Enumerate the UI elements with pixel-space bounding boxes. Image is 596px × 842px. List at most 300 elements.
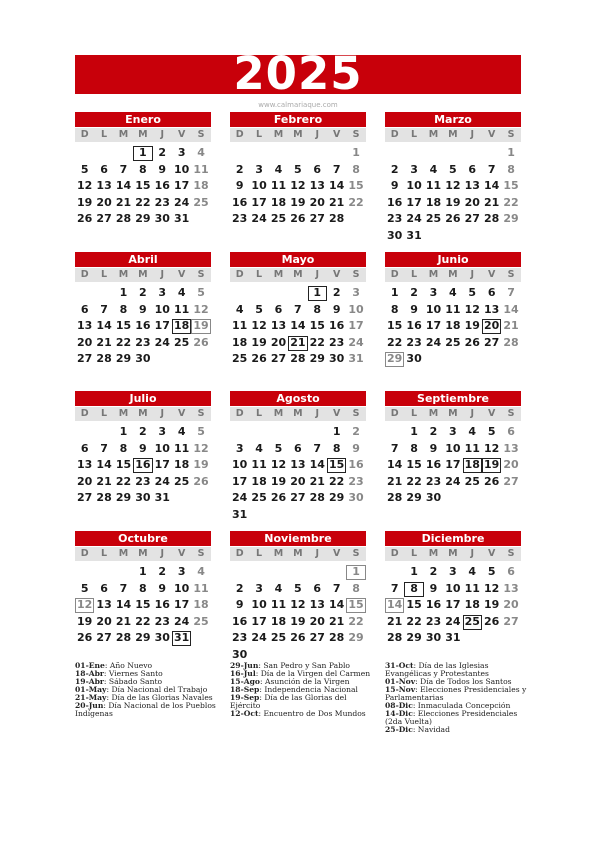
- day-cell: 25: [251, 491, 267, 504]
- day-cell: 30: [406, 352, 422, 365]
- day-cell: 29: [309, 352, 325, 365]
- day-cell: 15: [503, 179, 519, 192]
- weekday-label: M: [448, 269, 458, 280]
- day-cell: 2: [158, 146, 167, 159]
- weekday-header-row: [75, 268, 211, 282]
- day-cell: 28: [115, 212, 132, 225]
- day-cell: 20: [290, 474, 306, 488]
- weekday-label: V: [177, 269, 186, 280]
- day-cell: 16: [406, 319, 422, 332]
- day-cell: 16: [425, 458, 442, 471]
- weekday-label: L: [101, 129, 108, 140]
- day-cell: 23: [154, 614, 170, 628]
- weekday-label: M: [448, 408, 458, 419]
- day-cell: 14: [385, 598, 404, 613]
- day-cell: 5: [294, 162, 302, 176]
- day-cell: 18: [425, 195, 442, 209]
- holiday-date: 01-May: [75, 685, 107, 694]
- day-cell: 27: [77, 352, 93, 365]
- day-cell: 30: [154, 212, 170, 225]
- day-cell: 20: [503, 598, 519, 611]
- month-title: Mayo: [230, 252, 366, 267]
- weekday-label: M: [273, 548, 284, 559]
- day-cell: 12: [270, 458, 287, 471]
- day-cell: 4: [197, 146, 205, 159]
- day-cell: 14: [115, 179, 132, 192]
- day-cell: 31: [173, 212, 190, 225]
- day-cell: 29: [115, 352, 132, 365]
- weekday-label: J: [160, 129, 165, 140]
- holiday-date: 18-Abr: [75, 669, 104, 678]
- day-cell: 25: [232, 352, 248, 365]
- day-grid: [75, 286, 211, 369]
- day-cell: 26: [77, 631, 93, 644]
- holiday-column-1: [75, 662, 225, 718]
- day-cell: 9: [410, 302, 418, 316]
- weekday-label: M: [273, 269, 284, 280]
- day-grid: [75, 146, 211, 229]
- day-cell: 26: [77, 212, 93, 225]
- weekday-header-row: [230, 268, 366, 282]
- day-cell: 20: [96, 614, 112, 628]
- day-cell: 26: [251, 352, 267, 365]
- day-cell: 31: [406, 228, 422, 242]
- day-cell: 12: [445, 179, 461, 192]
- day-cell: 2: [235, 581, 244, 595]
- day-cell: 14: [483, 179, 500, 192]
- day-cell: 13: [96, 598, 112, 611]
- day-cell: 6: [313, 581, 322, 595]
- day-cell: 27: [503, 614, 519, 628]
- day-cell: 23: [135, 474, 151, 488]
- day-cell: 16: [133, 458, 152, 473]
- day-cell: 2: [139, 286, 147, 299]
- day-cell: 13: [290, 458, 306, 471]
- day-cell: 22: [503, 195, 519, 209]
- weekday-label: M: [428, 548, 439, 559]
- weekday-label: D: [390, 129, 399, 140]
- day-cell: 22: [115, 335, 132, 349]
- day-cell: 19: [77, 614, 93, 628]
- weekday-label: M: [118, 129, 129, 140]
- day-grid: [230, 565, 366, 664]
- day-cell: 23: [406, 335, 422, 349]
- holiday-name: : Día de la Virgen del Carmen: [255, 669, 371, 678]
- day-cell: 28: [96, 491, 112, 504]
- day-cell: 24: [154, 335, 170, 349]
- day-cell: 7: [100, 302, 108, 316]
- day-cell: 10: [251, 598, 267, 611]
- day-cell: 15: [406, 598, 422, 611]
- day-cell: 4: [468, 565, 477, 578]
- day-cell: 7: [100, 441, 108, 455]
- day-cell: 20: [482, 319, 501, 334]
- weekday-label: J: [315, 129, 320, 140]
- day-cell: 3: [158, 425, 167, 438]
- day-cell: 31: [348, 352, 364, 365]
- day-cell: 21: [387, 474, 403, 488]
- day-cell: 12: [77, 179, 93, 192]
- weekday-label: M: [428, 129, 439, 140]
- weekday-label: V: [487, 408, 496, 419]
- day-cell: 21: [96, 335, 112, 349]
- day-cell: 6: [313, 162, 322, 176]
- day-cell: 30: [387, 228, 403, 242]
- day-cell: 23: [425, 474, 442, 488]
- day-cell: 27: [309, 631, 325, 644]
- weekday-label: D: [235, 548, 244, 559]
- day-cell: 24: [445, 474, 461, 488]
- day-cell: 12: [483, 441, 500, 455]
- day-cell: 19: [193, 458, 209, 471]
- day-cell: 23: [154, 195, 170, 209]
- weekday-header-row: [385, 407, 521, 421]
- day-cell: 5: [468, 286, 477, 299]
- holiday-name: : Día Nacional de los Pueblos Indígenas: [75, 701, 216, 718]
- day-cell: 16: [387, 195, 403, 209]
- day-cell: 11: [270, 598, 287, 611]
- day-grid: [385, 565, 521, 648]
- holiday-date: 25-Dic: [385, 725, 413, 734]
- day-cell: 24: [232, 491, 248, 504]
- day-cell: 22: [309, 335, 325, 349]
- day-cell: 17: [425, 319, 442, 332]
- day-cell: 20: [464, 195, 480, 209]
- weekday-label: S: [352, 129, 360, 140]
- weekday-label: M: [293, 548, 303, 559]
- day-cell: 26: [464, 335, 480, 349]
- holiday-item: [385, 710, 533, 726]
- weekday-header-row: [385, 268, 521, 282]
- day-cell: 17: [348, 319, 364, 332]
- weekday-label: L: [101, 408, 108, 419]
- weekday-label: D: [80, 129, 89, 140]
- day-cell: 1: [507, 146, 515, 159]
- holiday-name: : Elecciones Presidenciales (2da Vuelta): [385, 709, 518, 726]
- day-cell: 25: [464, 474, 480, 488]
- day-cell: 26: [193, 335, 209, 349]
- day-cell: 14: [115, 598, 132, 611]
- day-cell: 28: [290, 352, 306, 365]
- day-cell: 4: [235, 302, 244, 316]
- day-cell: 17: [173, 598, 190, 611]
- weekday-label: D: [235, 129, 244, 140]
- holiday-date: 18-Sep: [230, 685, 260, 694]
- day-cell: 31: [172, 631, 191, 646]
- weekday-label: V: [332, 408, 341, 419]
- day-cell: 7: [119, 581, 128, 595]
- day-cell: 1: [410, 565, 418, 578]
- holiday-name: : Día de Todos los Santos: [415, 677, 512, 686]
- month-junio: [385, 252, 521, 369]
- day-cell: 8: [390, 302, 399, 316]
- day-cell: 6: [487, 286, 496, 299]
- day-grid: [230, 425, 366, 524]
- day-cell: 2: [139, 425, 147, 438]
- day-cell: 10: [425, 302, 442, 316]
- day-cell: 21: [288, 336, 307, 351]
- day-cell: 28: [483, 212, 500, 225]
- holiday-item: [385, 726, 533, 734]
- day-cell: 17: [251, 195, 267, 209]
- day-cell: 14: [328, 179, 345, 192]
- weekday-label: S: [352, 269, 360, 280]
- month-agosto: [230, 391, 366, 524]
- day-cell: 5: [197, 286, 205, 299]
- day-cell: 20: [270, 335, 287, 349]
- weekday-header-row: [385, 547, 521, 561]
- day-cell: 25: [270, 212, 287, 225]
- day-cell: 1: [119, 286, 128, 299]
- day-cell: 22: [328, 474, 345, 488]
- weekday-label: M: [293, 408, 303, 419]
- weekday-label: D: [235, 269, 244, 280]
- day-cell: 25: [193, 614, 209, 628]
- month-abril: [75, 252, 211, 369]
- day-cell: 16: [348, 458, 364, 471]
- day-cell: 24: [154, 474, 170, 488]
- weekday-label: S: [507, 269, 515, 280]
- day-cell: 1: [352, 146, 360, 159]
- day-cell: 18: [463, 458, 482, 473]
- day-grid: [385, 146, 521, 245]
- day-cell: 2: [429, 425, 438, 438]
- day-cell: 7: [332, 581, 341, 595]
- day-cell: 17: [406, 195, 422, 209]
- day-cell: 7: [313, 441, 322, 455]
- weekday-label: S: [507, 129, 515, 140]
- weekday-label: V: [487, 548, 496, 559]
- day-cell: 31: [232, 507, 248, 521]
- day-cell: 8: [139, 581, 147, 595]
- weekday-label: L: [411, 269, 418, 280]
- weekday-label: L: [256, 408, 263, 419]
- holiday-name: : Elecciones Presidenciales y Parlamentarias: [385, 685, 527, 702]
- day-cell: 26: [270, 491, 287, 504]
- day-cell: 8: [410, 441, 418, 455]
- day-cell: 3: [429, 286, 438, 299]
- day-cell: 4: [429, 162, 438, 176]
- day-cell: 29: [348, 631, 364, 644]
- weekday-header-row: [230, 407, 366, 421]
- weekday-label: L: [256, 129, 263, 140]
- holiday-date: 01-Nov: [385, 677, 416, 686]
- day-cell: 26: [483, 614, 500, 628]
- month-title: Febrero: [230, 112, 366, 127]
- day-cell: 12: [75, 598, 94, 613]
- day-cell: 22: [387, 335, 403, 349]
- holiday-name: : Viernes Santo: [103, 669, 163, 678]
- weekday-label: S: [197, 129, 205, 140]
- day-cell: 10: [173, 162, 190, 176]
- holiday-column-2: [230, 662, 378, 718]
- day-cell: 20: [96, 195, 112, 209]
- day-cell: 27: [309, 212, 325, 225]
- weekday-label: M: [138, 548, 148, 559]
- weekday-label: M: [273, 129, 284, 140]
- day-cell: 2: [332, 286, 341, 299]
- day-cell: 2: [158, 565, 167, 578]
- day-cell: 1: [410, 425, 418, 438]
- holiday-date: 29-Jun: [230, 661, 259, 670]
- day-cell: 5: [449, 162, 457, 176]
- day-cell: 27: [290, 491, 306, 504]
- holiday-name: : Inmaculada Concepción: [412, 701, 511, 710]
- month-title: Octubre: [75, 531, 211, 546]
- day-cell: 23: [328, 335, 345, 349]
- day-cell: 6: [100, 162, 108, 176]
- month-diciembre: [385, 531, 521, 648]
- day-cell: 3: [235, 441, 244, 455]
- day-cell: 30: [425, 491, 442, 504]
- day-cell: 24: [173, 195, 190, 209]
- day-cell: 8: [119, 302, 128, 316]
- day-cell: 13: [464, 179, 480, 192]
- day-cell: 5: [487, 425, 496, 438]
- day-cell: 14: [96, 319, 112, 332]
- holiday-name: : Día Nacional del Trabajo: [106, 685, 208, 694]
- day-cell: 8: [139, 162, 147, 176]
- day-cell: 24: [251, 212, 267, 225]
- weekday-label: M: [118, 548, 129, 559]
- day-cell: 22: [135, 614, 151, 628]
- month-mayo: [230, 252, 366, 369]
- day-cell: 11: [270, 179, 287, 192]
- day-cell: 13: [309, 598, 325, 611]
- day-cell: 30: [135, 352, 151, 365]
- day-cell: 18: [270, 614, 287, 628]
- holiday-date: 15-Ago: [230, 677, 260, 686]
- day-cell: 26: [483, 474, 500, 488]
- day-cell: 28: [309, 491, 325, 504]
- day-cell: 28: [387, 631, 403, 644]
- day-cell: 13: [77, 319, 93, 332]
- day-cell: 9: [352, 441, 360, 455]
- holiday-name: : Independencia Nacional: [259, 685, 358, 694]
- day-cell: 28: [115, 631, 132, 644]
- day-cell: 9: [332, 302, 341, 316]
- day-cell: 3: [352, 286, 360, 299]
- day-cell: 20: [309, 195, 325, 209]
- day-cell: 31: [445, 631, 461, 644]
- day-cell: 28: [387, 491, 403, 504]
- day-cell: 17: [445, 598, 461, 611]
- day-cell: 22: [348, 195, 364, 209]
- day-cell: 22: [348, 614, 364, 628]
- day-cell: 16: [328, 319, 345, 332]
- day-cell: 12: [464, 302, 480, 316]
- day-grid: [385, 425, 521, 508]
- day-cell: 25: [193, 195, 209, 209]
- day-cell: 3: [158, 286, 167, 299]
- weekday-label: L: [256, 269, 263, 280]
- holiday-item: [230, 710, 378, 718]
- day-cell: 25: [173, 474, 190, 488]
- month-title: Noviembre: [230, 531, 366, 546]
- day-cell: 15: [348, 179, 364, 192]
- weekday-label: V: [332, 269, 341, 280]
- day-cell: 9: [429, 441, 438, 455]
- day-cell: 10: [173, 581, 190, 595]
- day-cell: 3: [449, 425, 457, 438]
- weekday-header-row: [230, 547, 366, 561]
- day-cell: 21: [387, 614, 403, 628]
- day-cell: 30: [328, 352, 345, 365]
- day-cell: 22: [406, 614, 422, 628]
- day-cell: 31: [154, 491, 170, 504]
- day-cell: 1: [308, 286, 327, 301]
- day-cell: 26: [445, 212, 461, 225]
- month-marzo: [385, 112, 521, 245]
- day-cell: 10: [348, 302, 364, 316]
- holiday-column-3: [385, 662, 533, 734]
- day-cell: 22: [115, 474, 132, 488]
- day-cell: 22: [135, 195, 151, 209]
- holiday-name: : Sábado Santo: [103, 677, 163, 686]
- day-cell: 11: [425, 179, 442, 192]
- day-cell: 2: [352, 425, 360, 438]
- day-cell: 25: [463, 615, 482, 630]
- day-cell: 2: [235, 162, 244, 176]
- day-cell: 11: [193, 162, 209, 176]
- weekday-label: M: [118, 269, 129, 280]
- day-cell: 9: [158, 581, 167, 595]
- day-cell: 4: [449, 286, 457, 299]
- day-cell: 5: [197, 425, 205, 438]
- day-cell: 1: [346, 565, 365, 580]
- weekday-label: J: [315, 548, 320, 559]
- day-cell: 10: [445, 441, 461, 455]
- month-julio: [75, 391, 211, 508]
- day-cell: 16: [232, 614, 248, 628]
- day-cell: 27: [270, 352, 287, 365]
- day-cell: 10: [154, 302, 170, 316]
- day-cell: 11: [464, 581, 480, 595]
- holiday-date: 01-Ene: [75, 661, 105, 670]
- day-cell: 24: [173, 614, 190, 628]
- weekday-label: S: [507, 548, 515, 559]
- day-cell: 19: [445, 195, 461, 209]
- day-cell: 16: [154, 179, 170, 192]
- holiday-item: [385, 686, 533, 702]
- day-cell: 30: [348, 491, 364, 504]
- day-cell: 11: [173, 441, 190, 455]
- day-cell: 7: [332, 162, 341, 176]
- weekday-label: M: [293, 129, 303, 140]
- day-cell: 30: [232, 647, 248, 661]
- day-cell: 23: [348, 474, 364, 488]
- month-title: Septiembre: [385, 391, 521, 406]
- day-cell: 5: [80, 581, 89, 595]
- weekday-label: M: [273, 408, 284, 419]
- day-cell: 1: [133, 146, 152, 161]
- day-cell: 4: [197, 565, 205, 578]
- day-cell: 29: [503, 212, 519, 225]
- weekday-label: S: [197, 408, 205, 419]
- day-cell: 29: [115, 491, 132, 504]
- day-cell: 18: [193, 179, 209, 192]
- day-cell: 6: [507, 425, 515, 438]
- day-cell: 5: [487, 565, 496, 578]
- weekday-label: J: [160, 408, 165, 419]
- weekday-label: J: [315, 269, 320, 280]
- day-cell: 8: [352, 162, 360, 176]
- day-cell: 25: [173, 335, 190, 349]
- weekday-label: M: [448, 548, 458, 559]
- day-cell: 20: [503, 458, 519, 471]
- holiday-date: 15-Nov: [385, 685, 416, 694]
- day-cell: 19: [464, 319, 480, 332]
